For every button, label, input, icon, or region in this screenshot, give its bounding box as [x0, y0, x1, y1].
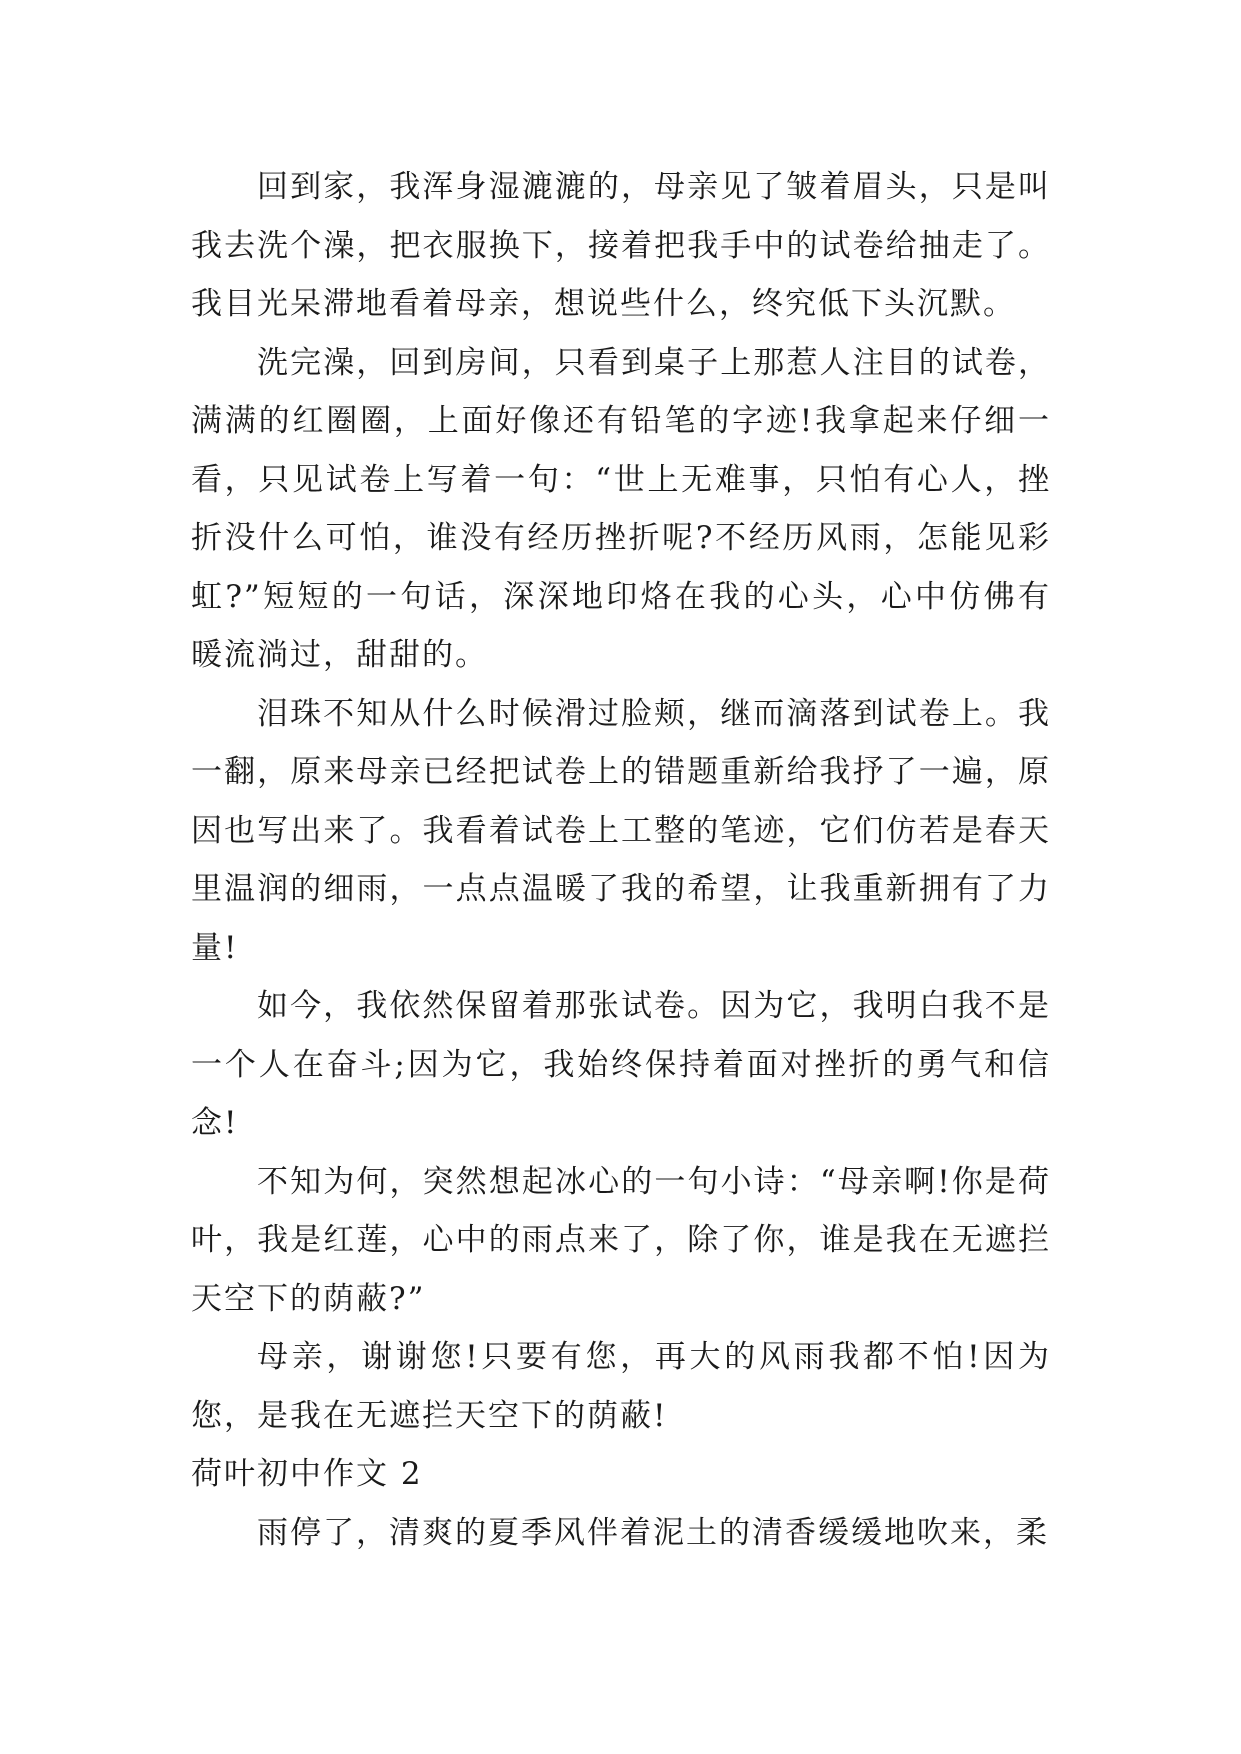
paragraph: 泪珠不知从什么时候滑过脸颊，继而滴落到试卷上。我一翻，原来母亲已经把试卷上的错题重新给我抒了一遍，原因也写出来了。我看着试卷上工整的笔迹，它们仿若是春天里温润的细雨，一点点温暖了我的希望，让我重新拥有了力量!	[191, 695, 1051, 966]
paragraph: 不知为何，突然想起冰心的一句小诗：“母亲啊!你是荷叶，我是红莲，心中的雨点来了，除了你，谁是我在无遮拦天空下的荫蔽?”	[191, 1163, 1051, 1317]
section-heading: 荷叶初中作文 2	[191, 1456, 423, 1492]
paragraph: 雨停了，清爽的夏季风伴着泥土的清香缓缓地吹来，柔	[257, 1514, 1049, 1551]
paragraph: 如今，我依然保留着那张试卷。因为它，我明白我不是一个人在奋斗;因为它，我始终保持着面对挫折的勇气和信念!	[191, 988, 1051, 1141]
document-body	[191, 158, 1051, 1562]
paragraph: 回到家，我浑身湿漉漉的，母亲见了皱着眉头，只是叫我去洗个澡，把衣服换下，接着把我手中的试卷给抽走了。我目光呆滞地看着母亲，想说些什么，终究低下头沉默。	[191, 169, 1051, 322]
paragraph: 母亲，谢谢您!只要有您，再大的风雨我都不怕!因为您，是我在无遮拦天空下的荫蔽!	[191, 1339, 1051, 1434]
paragraph: 洗完澡，回到房间，只看到桌子上那惹人注目的试卷，满满的红圈圈，上面好像还有铅笔的字迹!我拿起来仔细一看，只见试卷上写着一句：“世上无难事，只怕有心人，挫折没什么可怕，谁没有经历挫折呢?不经历风雨，怎能见彩虹?”短短的一句话，深深地印烙在我的心头，心中仿佛有暖流淌过，甜甜的。	[191, 344, 1051, 673]
